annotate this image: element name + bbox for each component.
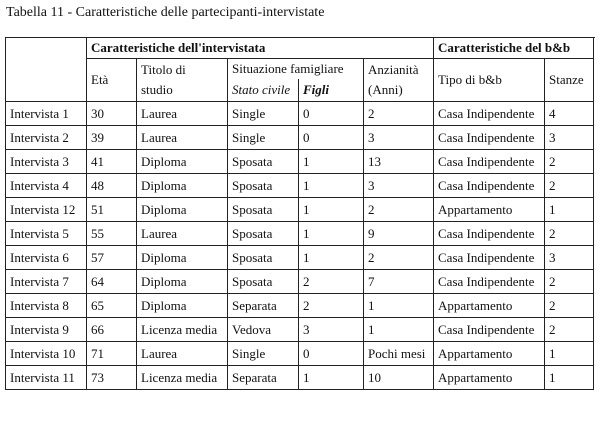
header-interviewee-group: Caratteristiche dell'intervistata [87,38,434,59]
cell-titolo: Diploma [137,294,228,318]
cell-stanze: 4 [545,102,594,126]
cell-stanze: 1 [545,198,594,222]
table-row [6,318,594,342]
cell-stanze: 2 [545,174,594,198]
header-eta-label: Età [91,72,109,87]
cell-eta: 64 [87,270,137,294]
cell-figli: 1 [299,198,364,222]
header-sub-row [6,59,594,102]
cell-eta: 39 [87,126,137,150]
cell-stato-civile: Single [228,102,299,126]
header-anzianita-line1: Anzianità [368,62,419,77]
header-situazione [228,59,364,102]
cell-intervista: Intervista 8 [6,294,87,318]
cell-anzianita: 2 [364,246,434,270]
cell-tipo: Casa Indipendente [434,270,545,294]
header-anzianita [364,59,434,102]
cell-eta: 65 [87,294,137,318]
cell-stanze: 2 [545,270,594,294]
cell-titolo: Diploma [137,246,228,270]
table-row [6,294,594,318]
cell-stato-civile: Single [228,126,299,150]
cell-stato-civile: Separata [228,366,299,390]
cell-stanze: 2 [545,318,594,342]
cell-anzianita: 2 [364,102,434,126]
header-tipo: Tipo di b&b [434,59,545,102]
header-situazione-label: Situazione famigliare [232,61,344,76]
cell-titolo: Diploma [137,198,228,222]
cell-titolo: Licenza media [137,366,228,390]
header-bb-group: Caratteristiche del b&b [434,38,594,59]
cell-stanze: 3 [545,126,594,150]
cell-figli: 1 [299,222,364,246]
header-stanze: Stanze [545,59,594,102]
cell-eta: 57 [87,246,137,270]
cell-eta: 55 [87,222,137,246]
cell-anzianita: 9 [364,222,434,246]
cell-figli: 0 [299,102,364,126]
cell-intervista: Intervista 6 [6,246,87,270]
table-row [6,150,594,174]
cell-intervista: Intervista 1 [6,102,87,126]
cell-tipo: Appartamento [434,366,545,390]
cell-intervista: Intervista 10 [6,342,87,366]
header-empty-corner [6,38,87,102]
table-row [6,342,594,366]
cell-eta: 30 [87,102,137,126]
table-row [6,102,594,126]
cell-intervista: Intervista 4 [6,174,87,198]
cell-titolo: Laurea [137,126,228,150]
cell-figli: 1 [299,174,364,198]
cell-eta: 51 [87,198,137,222]
cell-titolo: Diploma [137,270,228,294]
cell-anzianita: 3 [364,126,434,150]
header-anzianita-line2: (Anni) [368,82,403,97]
cell-tipo: Casa Indipendente [434,318,545,342]
table-row [6,198,594,222]
cell-anzianita: 2 [364,198,434,222]
header-titolo-line1: Titolo di [141,62,186,77]
table-row [6,270,594,294]
cell-figli: 1 [299,150,364,174]
cell-figli: 0 [299,126,364,150]
cell-stanze: 2 [545,150,594,174]
cell-stato-civile: Sposata [228,222,299,246]
cell-stanze: 2 [545,222,594,246]
cell-titolo: Diploma [137,174,228,198]
cell-intervista: Intervista 11 [6,366,87,390]
table-caption: Tabella 11 - Caratteristiche delle partecipanti-intervistate [6,5,325,20]
cell-intervista: Intervista 9 [6,318,87,342]
cell-tipo: Casa Indipendente [434,126,545,150]
cell-intervista: Intervista 3 [6,150,87,174]
cell-stato-civile: Single [228,342,299,366]
table-row [6,366,594,390]
cell-figli: 0 [299,342,364,366]
cell-intervista: Intervista 12 [6,198,87,222]
cell-tipo: Appartamento [434,198,545,222]
cell-titolo: Laurea [137,222,228,246]
cell-eta: 73 [87,366,137,390]
cell-tipo: Casa Indipendente [434,174,545,198]
cell-anzianita: 7 [364,270,434,294]
cell-anzianita: 1 [364,294,434,318]
cell-figli: 1 [299,366,364,390]
cell-anzianita: 3 [364,174,434,198]
cell-tipo: Casa Indipendente [434,246,545,270]
cell-figli: 2 [299,294,364,318]
cell-anzianita: 13 [364,150,434,174]
participants-table [5,37,594,390]
table-row [6,246,594,270]
cell-anzianita: 10 [364,366,434,390]
cell-tipo: Casa Indipendente [434,222,545,246]
cell-tipo: Casa Indipendente [434,102,545,126]
table-row [6,174,594,198]
cell-titolo: Laurea [137,342,228,366]
cell-intervista: Intervista 2 [6,126,87,150]
cell-stato-civile: Sposata [228,270,299,294]
cell-stato-civile: Sposata [228,246,299,270]
cell-stanze: 2 [545,294,594,318]
header-eta [87,59,137,102]
header-titolo [137,59,228,102]
cell-eta: 41 [87,150,137,174]
header-titolo-line2: studio [141,82,173,97]
cell-stato-civile: Vedova [228,318,299,342]
cell-titolo: Licenza media [137,318,228,342]
cell-eta: 48 [87,174,137,198]
cell-titolo: Diploma [137,150,228,174]
cell-anzianita: Pochi mesi [364,342,434,366]
header-stato-civile: Stato civile [228,79,299,101]
header-figli: Figli [303,82,330,97]
cell-titolo: Laurea [137,102,228,126]
cell-tipo: Casa Indipendente [434,150,545,174]
cell-intervista: Intervista 7 [6,270,87,294]
cell-stato-civile: Sposata [228,198,299,222]
cell-anzianita: 1 [364,318,434,342]
cell-stanze: 3 [545,246,594,270]
cell-eta: 66 [87,318,137,342]
cell-tipo: Appartamento [434,294,545,318]
cell-intervista: Intervista 5 [6,222,87,246]
header-group-row [6,38,594,59]
cell-stato-civile: Sposata [228,174,299,198]
cell-figli: 1 [299,246,364,270]
cell-stanze: 1 [545,342,594,366]
cell-stanze: 1 [545,366,594,390]
cell-figli: 3 [299,318,364,342]
cell-stato-civile: Sposata [228,150,299,174]
cell-tipo: Appartamento [434,342,545,366]
table-row [6,222,594,246]
cell-eta: 71 [87,342,137,366]
cell-stato-civile: Separata [228,294,299,318]
table-row [6,126,594,150]
cell-figli: 2 [299,270,364,294]
